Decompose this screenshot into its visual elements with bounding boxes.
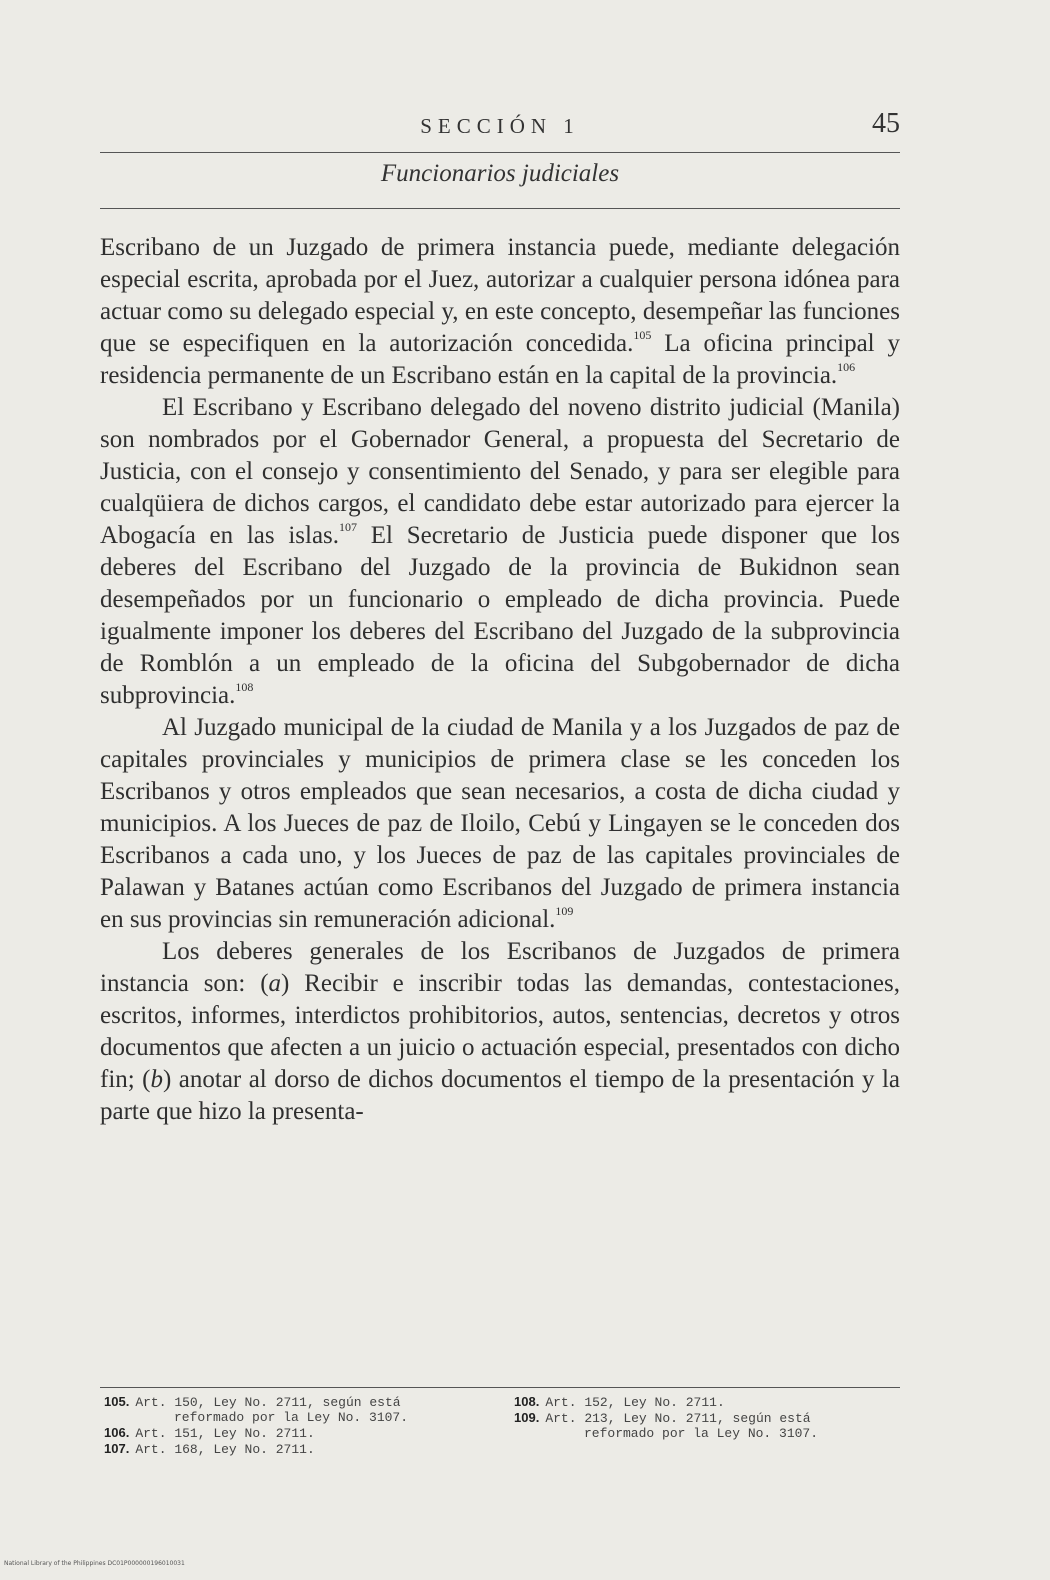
footnote-ref: 108 [235,680,254,694]
footnote-109: 109. Art. 213, Ley No. 2711, según está [514,1410,811,1426]
running-head: SECCIÓN 1 [420,114,580,138]
paragraph-1: Escribano de un Juzgado de primera instancia puede, mediante delegación especial escrita, aprobada por el Juez, autorizar a cualquier persona idónea para actuar como su delegado especial y, en este concepto, desempeñar las funciones que se especifiquen en la autorización concedida.$^{105}$ La oficina principal y residencia permanente de un Escribano están en la capital de la provincia.$^{106}$ [100,234,900,389]
footnotes-right-column [514,1394,904,1441]
footnote-ref: 109 [555,904,574,918]
footnote-rule [100,1387,900,1388]
footnote-107: 107. Art. 168, Ley No. 2711. [104,1441,315,1457]
header-rule-top [100,152,900,153]
footnote-ref: 107 [339,520,358,534]
page-number: 45 [872,108,900,139]
header-rule-bottom [100,208,900,209]
scan-credit: National Library of the Philippines DC01P000000196010031 [4,1560,185,1567]
footnote-108: 108. Art. 152, Ley No. 2711. [514,1394,725,1410]
footnote-109-cont: reformado por la Ley No. 3107. [584,1426,819,1441]
footnote-105-cont: reformado por la Ley No. 3107. [174,1410,409,1425]
footnotes-left-column [104,1394,504,1457]
section-subtitle: Funcionarios judiciales [380,160,620,187]
page-header [100,108,900,142]
paragraph-2: El Escribano y Escribano delegado del noveno distrito judicial (Manila) son nombrados por el Gobernador General, a propuesta del Secretario de Justicia, con el consejo y consentimiento del Senado, y para ser elegible para cualqüiera de dichos cargos, el candidato debe estar autorizado para ejercer la Abogacía en las islas.$^{107}$ El Secretario de Justicia puede disponer que los deberes del Escribano del Juzgado de la provincia de Bukidnon sean desempeñados por un funcionario o empleado de dicha provincia. Puede igualmente imponer los deberes del Escribano del Juzgado de la subprovincia de Romblón a un empleado de la oficina del Subgobernador de dicha subprovincia.$^{108}$ [100,394,900,709]
footnote-105: 105. Art. 150, Ley No. 2711, según está [104,1394,401,1410]
paragraph-4: Los deberes generales de los Escribanos de Juzgados de primera instancia son: (a) Recibir e inscribir todas las demandas, contestaciones, escritos, informes, interdictos prohibitorios, autos, sentencias, decretos y otros documentos que afecten a un juicio o actuación especial, presentados con dicho fin; (b) anotar al dorso de dichos documentos el tiempo de la presentación y la parte que hizo la presenta- [100,938,900,1125]
body-text [100,232,900,1128]
footnote-106: 106. Art. 151, Ley No. 2711. [104,1425,315,1441]
footnote-ref: 106 [837,360,856,374]
footnote-ref: 105 [633,328,652,342]
paragraph-3: Al Juzgado municipal de la ciudad de Manila y a los Juzgados de paz de capitales provinciales y municipios de primera clase se les conceden los Escribanos y otros empleados que sean necesarios, a costa de dicha ciudad y municipios. A los Jueces de paz de Iloilo, Cebú y Lingayen se le conceden dos Escribanos a cada uno, y los Jueces de paz de las capitales provinciales de Palawan y Batanes actúan como Escribanos del Juzgado de primera instancia en sus provincias sin remuneración adicional.$^{109}$ [100,714,900,933]
